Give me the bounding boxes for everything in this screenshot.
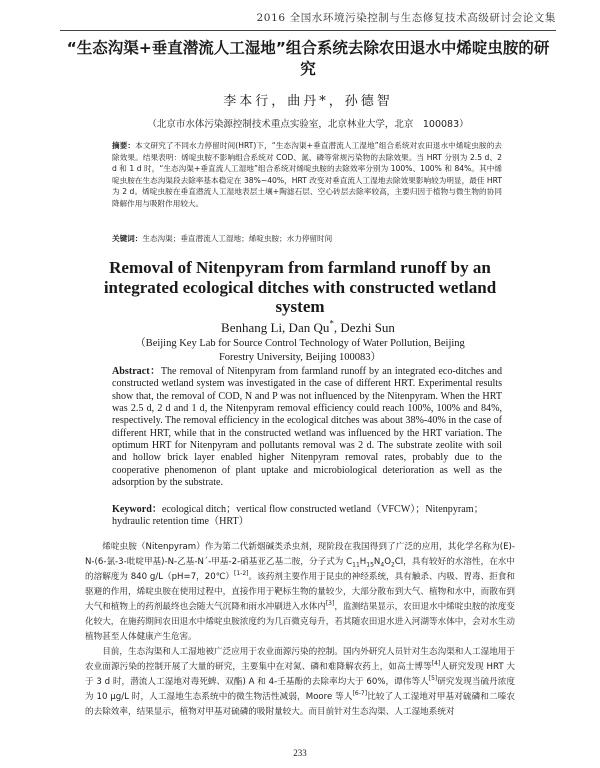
body-paragraph xyxy=(85,540,515,645)
corresponding-author-mark: * xyxy=(329,318,334,329)
chinese-keywords xyxy=(112,233,502,244)
english-abstract-label: Abstract xyxy=(112,366,150,377)
formula-subscript: 4 xyxy=(380,561,385,569)
english-authors-main: Benhang Li, Dan Qu xyxy=(221,320,330,335)
citation-ref: [6-7] xyxy=(352,690,368,698)
chinese-affiliation: （北京市水体污染源控制技术重点实验室，北京林业大学，北京 100083） xyxy=(147,119,469,130)
formula-subscript: 11 xyxy=(352,561,360,569)
english-abstract-text: The removal of Nitenpyram from farmland runoff by an integrated eco-ditches and constructed wetland system was investigated in the case of different HRT. Experimental results show that, the removal of COD, N and P was not influenced by the Nitenpyram. When the HRT was 2.5 d, 2 d and 1 d, the Nitenpyram removal efficiency could reach 100%, 100% and 84%, respectively. The removal efficiency in the ecological ditches was about 38%-40% in the case of different HRT, while that in the constructed wetland was influenced by the HRT variation. The optimum HRT for Nitenpyram and pollutants removal was 2 d. The substrate zeolite with soil and hollow brick layer enabled higher Nitenpyram removal rates, probably due to the cooperative phenomenon of plant uptake and microbiological deterioration as well as the adsorption by the substrate. xyxy=(112,366,502,489)
chinese-keywords-label: 关键词： xyxy=(112,234,143,243)
english-keywords: Keyword：ecological ditch；vertical flow constructed wetland（VFCW）；Nitenpyram；hydraulic retention time（HRT） xyxy=(112,504,484,528)
formula-element: O xyxy=(384,557,391,567)
body-text-run: 。该药剂主要作用于昆虫的神经系统，具有触杀、内吸、胃毒、拒食和驱避的作用，烯啶虫胺在使用过程中，直接作用于靶标生物的量较少，大部分散布到大气、植物和水中，而散布到大气和植物上的药剂最终也会随大气沉降和雨水冲刷进入水体内 xyxy=(85,572,515,612)
english-title: Removal of Nitenpyram from farmland runoff by an integrated ecological ditches with constructed wetland system xyxy=(103,258,497,316)
chinese-abstract-text: 本文研究了不同水力停留时间(HRT)下，“生态沟渠+垂直潜流人工湿地”组合系统对农田退水中烯啶虫胺的去除效果。结果表明：烯啶虫胺不影响组合系统对 COD、氮、磷等常规污染物的去除效果。当 HRT 分别为 2.5 d、2 d 和 1 d 时，“生态沟渠+垂直流人工湿地”组合系统对烯啶虫胺的去除效率分别为 100%、100% 和 84%。其中烯啶虫胺在生态沟渠段去除率基本稳定在 38%~40%，HRT 改变对垂直流人工湿地去除效果影响较为明显，最佳 HRT 为 2 d。烯啶虫胺在垂直潜流人工湿地表层土壤+陶滤石层、空心砖层去除率较高，主要归因于植物与微生物的协同降解作用与吸附作用较大。 xyxy=(112,141,502,208)
running-header: 2016 全国水环境污染控制与生态修复技术高级研讨会论文集 xyxy=(256,12,556,24)
citation-ref: [3] xyxy=(325,600,335,608)
formula-subscript: 2 xyxy=(390,561,395,569)
english-authors xyxy=(60,320,556,336)
chinese-title: “生态沟渠+垂直潜流人工湿地”组合系统去除农田退水中烯啶虫胺的研究 xyxy=(66,39,550,78)
chinese-authors: 李本行，曲丹*，孙德智 xyxy=(223,94,393,109)
body-text-run: Cl，具有较好的水溶性，在水中的溶解度为 840 g/L（pH=7，20℃） xyxy=(85,557,516,582)
body-text-run: 研究发现当硫丹浓度为 10 μg/L 时，人工湿地生态系统中的微生物活性减弱，Moore 等人 xyxy=(85,677,515,702)
formula-subscript: 15 xyxy=(366,561,374,569)
body-text-run: 人研究发现 HRT 大于 3 d 时，潜流人工湿地对毒死蜱、双酯) A 和 4-壬基酚的去除率均大于 60%，谭伟等人 xyxy=(85,662,515,687)
chinese-keywords-text: 生态沟渠；垂直潜流人工湿地；烯啶虫胺；水力停留时间 xyxy=(142,234,333,243)
english-keywords-label: Keyword xyxy=(112,504,152,515)
header-rule xyxy=(60,30,556,31)
body-text-run: 目前，生态沟渠和人工湿地被广泛应用于农业面源污染的控制。国内外研究人员针对生态沟渠和人工湿地用于农业面源污染的控制开展了大量的研究，主要集中在对氮、磷和难降解农药上，如高士博等 xyxy=(85,647,515,672)
body-text-run: ，监测结果显示，农田退水中烯啶虫胺的浓度变化较大，在施药期间农田退水中烯啶虫胺浓度约为几百微克每升，若其随农田退水进入河湖等水体中，会对水生动植物甚至人体健康产生危害。 xyxy=(85,602,515,642)
body-paragraph xyxy=(85,645,515,720)
citation-ref: [4] xyxy=(431,660,441,668)
citation-ref: [1-2] xyxy=(233,570,249,578)
english-abstract: Abstract：The removal of Nitenpyram from farmland runoff by an integrated eco-ditches and constructed wetland system was investigated in the case of different HRT. Experimental results show that, the removal of COD, N and P was not influenced by the Nitenpyram. When the HRT was 2.5 d, 2 d and 1 d, the Nitenpyram removal efficiency could reach 100%, 100% and 84%, respectively. The removal efficiency in the ecological ditches was about 38%-40% in the case of different HRT, while that in the constructed wetland was influenced by the HRT variation. The optimum HRT for Nitenpyram and pollutants removal was 2 d. The substrate zeolite with soil and hollow brick layer enabled higher Nitenpyram removal rates, probably due to the cooperative phenomenon of plant uptake and microbiological deterioration as well as the adsorption by the substrate. xyxy=(112,366,502,489)
citation-ref: [5] xyxy=(428,675,438,683)
formula-element: N xyxy=(373,557,381,567)
chinese-abstract-label: 摘要： xyxy=(112,141,136,150)
english-affiliation: （Beijing Key Lab for Source Control Technology of Water Pollution, Beijing Forestry University, Beijing 100083） xyxy=(135,338,465,363)
body-text xyxy=(85,540,515,720)
english-keywords-text: ecological ditch；vertical flow constructed wetland（VFCW）；Nitenpyram；hydraulic retention time（HRT） xyxy=(112,504,484,528)
page-number: 233 xyxy=(293,748,307,758)
body-text-run: 比较了人工湿地对甲基对硫磷和二嗪农的去除效率，结果显示，植物对甲基对硫磷的吸附量较大。而目前针对生态沟渠、人工湿地系统对 xyxy=(85,692,515,717)
chinese-abstract xyxy=(112,140,502,210)
formula-element: H xyxy=(359,557,367,567)
body-text-run: 烯啶虫胺（Nitenpyram）作为第二代新烟碱类杀虫剂，现阶段在我国得到了广泛的应用，其化学名称为(E)-N-(6-氯-3-吡啶甲基)-N-乙基-N´-甲基-2-硝基亚乙基二胺，分子式为 C xyxy=(85,542,515,567)
english-authors-tail: , Dezhi Sun xyxy=(333,320,395,335)
